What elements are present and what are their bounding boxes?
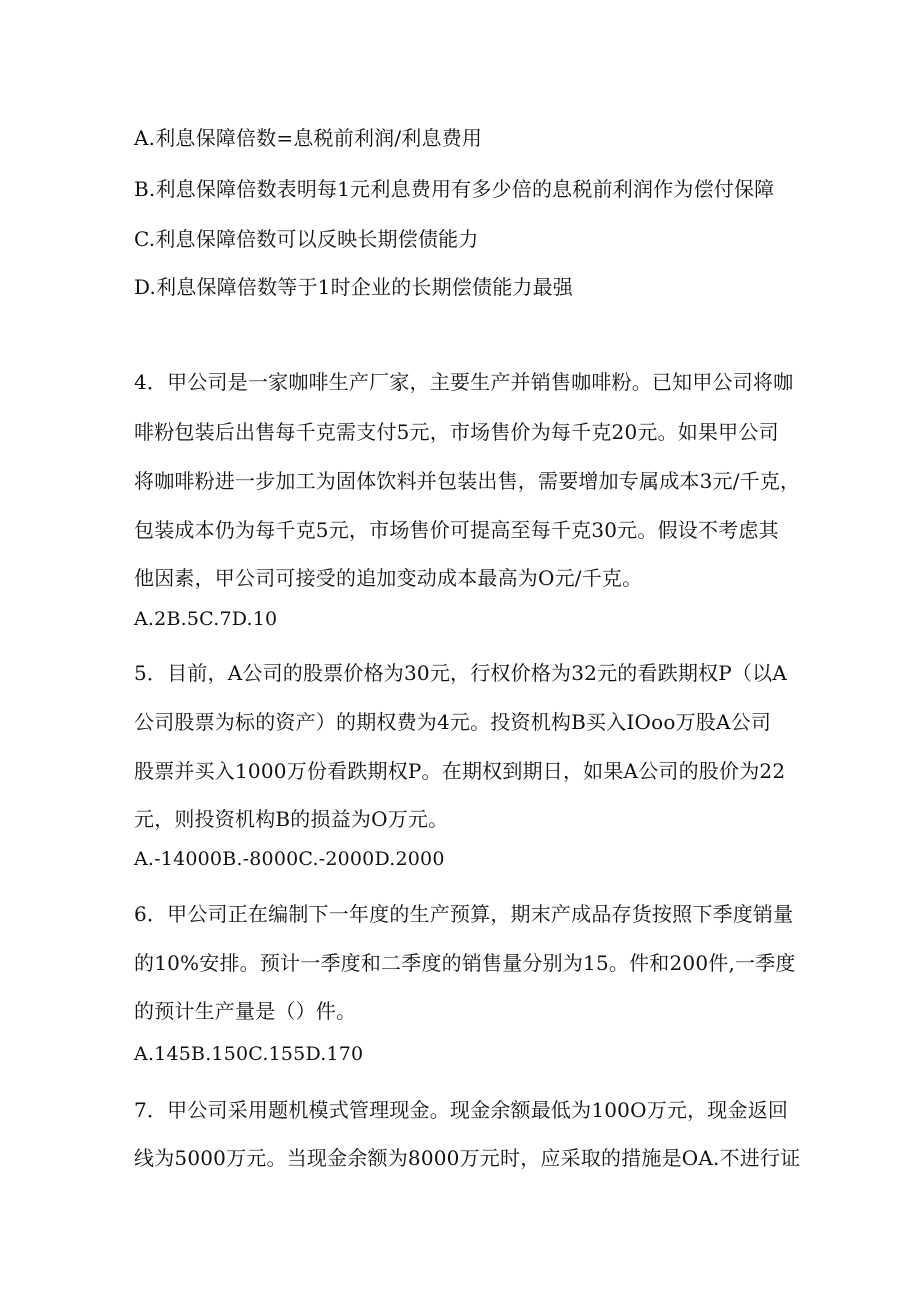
q6-line-2: 的10%安排。预计一季度和二季度的销售量分别为15。件和200件,一季度: [134, 951, 796, 975]
q3-option-d: D.利息保障倍数等于1时企业的长期偿债能力最强: [134, 275, 574, 299]
q4-line-1: 4．甲公司是一家咖啡生产厂家，主要生产并销售咖啡粉。已知甲公司将咖: [134, 370, 794, 394]
q4-options: A.2B.5C.7D.10: [134, 608, 278, 630]
q5-line-1: 5．目前，A公司的股票价格为30元，行权价格为32元的看跌期权P（以A: [134, 661, 787, 685]
q3-option-c: C.利息保障倍数可以反映长期偿债能力: [134, 227, 479, 251]
q7-line-1: 7．甲公司采用题机模式管理现金。现金余额最低为100O万元，现金返回: [134, 1098, 789, 1122]
q5-options: A.-14000B.-8000C.-2000D.2000: [134, 848, 445, 870]
q5-line-4: 元，则投资机构B的损益为O万元。: [134, 807, 449, 831]
q4-line-5: 他因素，甲公司可接受的追加变动成本最高为O元/千克。: [134, 566, 643, 590]
q7-line-2: 线为5000万元。当现金余额为8000万元时，应采取的措施是OA.不进行证: [134, 1146, 801, 1170]
q5-line-3: 股票并买入1000万份看跌期权P。在期权到期日，如果A公司的股价为22: [134, 759, 786, 783]
q4-line-4: 包装成本仍为每千克5元，市场售价可提高至每千克30元。假设不考虑其: [134, 518, 779, 542]
q6-options: A.145B.150C.155D.170: [134, 1043, 364, 1065]
q4-line-3: 将咖啡粉进一步加工为固体饮料并包装出售，需要增加专属成本3元/千克，: [134, 469, 801, 493]
q6-line-1: 6．甲公司正在编制下一年度的生产预算，期末产成品存货按照下季度销量: [134, 902, 794, 926]
q4-line-2: 啡粉包装后出售每千克需支付5元，市场售价为每千克20元。如果甲公司: [134, 420, 779, 444]
q3-option-a: A.利息保障倍数=息税前利润/利息费用: [134, 126, 483, 150]
q3-option-b: B.利息保障倍数表明每1元利息费用有多少倍的息税前利润作为偿付保障: [134, 177, 775, 201]
q6-line-3: 的预计生产量是（）件。: [134, 999, 357, 1023]
q5-line-2: 公司股票为标的资产）的期权费为4元。投资机构B买入IOoo万股A公司: [134, 710, 772, 734]
